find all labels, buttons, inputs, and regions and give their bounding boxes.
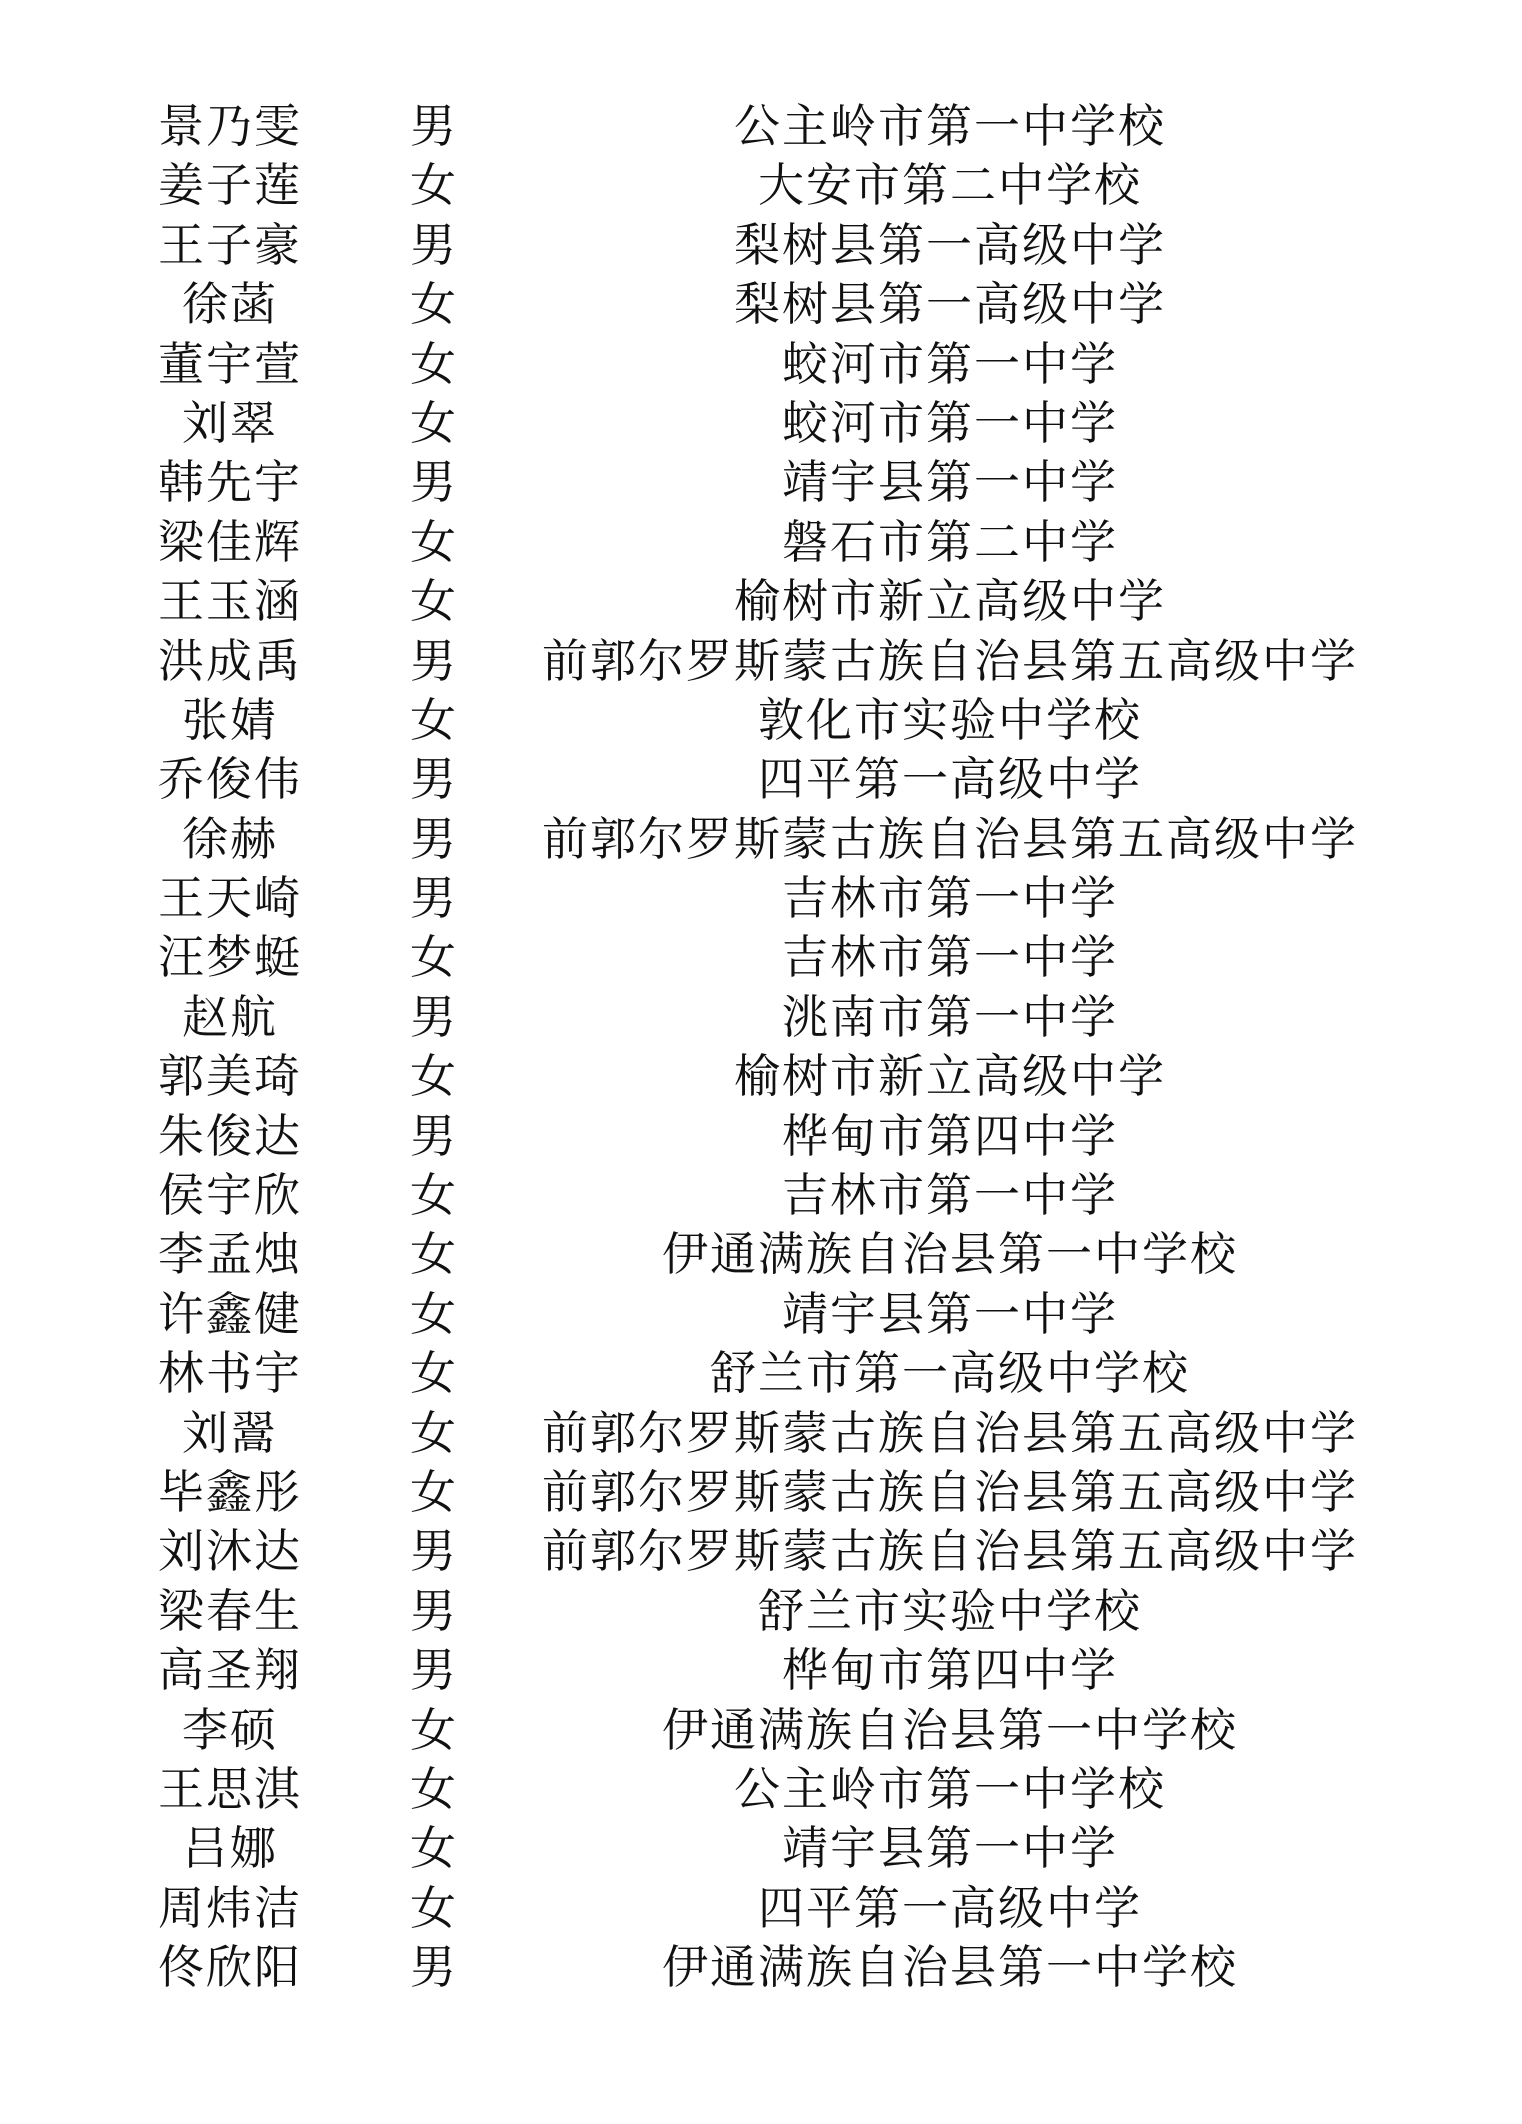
student-gender: 女 xyxy=(410,1405,458,1460)
student-list xyxy=(0,97,1522,1998)
list-item xyxy=(0,1285,1522,1344)
student-school: 桦甸市第四中学 xyxy=(782,1643,1118,1698)
list-item xyxy=(0,750,1522,809)
student-school: 前郭尔罗斯蒙古族自治县第五高级中学 xyxy=(542,811,1358,866)
student-name: 朱俊达 xyxy=(158,1108,302,1163)
student-gender: 女 xyxy=(410,930,458,985)
list-item xyxy=(0,928,1522,987)
student-school: 伊通满族自治县第一中学校 xyxy=(662,1940,1238,1995)
list-item xyxy=(0,1582,1522,1641)
student-school: 吉林市第一中学 xyxy=(782,930,1118,985)
list-item xyxy=(0,1522,1522,1581)
student-gender: 女 xyxy=(410,277,458,332)
student-name: 毕鑫彤 xyxy=(158,1464,302,1519)
student-gender: 男 xyxy=(410,1583,458,1638)
list-item xyxy=(0,810,1522,869)
student-school: 蛟河市第一中学 xyxy=(782,395,1118,450)
list-item xyxy=(0,632,1522,691)
student-name: 王天崎 xyxy=(158,871,302,926)
student-name: 李孟烛 xyxy=(158,1227,302,1282)
student-school: 舒兰市第一高级中学校 xyxy=(710,1346,1190,1401)
student-gender: 女 xyxy=(410,1286,458,1341)
list-item xyxy=(0,1760,1522,1819)
student-gender: 男 xyxy=(410,871,458,926)
student-name: 周炜洁 xyxy=(158,1880,302,1935)
list-item xyxy=(0,1879,1522,1938)
student-school: 靖宇县第一中学 xyxy=(782,1286,1118,1341)
student-name: 郭美琦 xyxy=(158,1049,302,1104)
student-gender: 男 xyxy=(410,1643,458,1698)
list-item xyxy=(0,869,1522,928)
student-name: 梁佳辉 xyxy=(158,514,302,569)
student-name: 侯宇欣 xyxy=(158,1168,302,1223)
list-item xyxy=(0,1047,1522,1106)
student-school: 桦甸市第四中学 xyxy=(782,1108,1118,1163)
student-gender: 女 xyxy=(410,574,458,629)
student-gender: 女 xyxy=(410,1346,458,1401)
student-name: 韩先宇 xyxy=(158,455,302,510)
list-item xyxy=(0,513,1522,572)
student-gender: 女 xyxy=(410,1464,458,1519)
student-school: 敦化市实验中学校 xyxy=(758,692,1142,747)
student-gender: 男 xyxy=(410,633,458,688)
student-gender: 女 xyxy=(410,1168,458,1223)
student-name: 吕娜 xyxy=(182,1821,278,1876)
student-school: 舒兰市实验中学校 xyxy=(758,1583,1142,1638)
list-item xyxy=(0,335,1522,394)
student-school: 前郭尔罗斯蒙古族自治县第五高级中学 xyxy=(542,1464,1358,1519)
list-item xyxy=(0,275,1522,334)
list-item xyxy=(0,1463,1522,1522)
student-gender: 女 xyxy=(410,1880,458,1935)
student-school: 前郭尔罗斯蒙古族自治县第五高级中学 xyxy=(542,1524,1358,1579)
student-gender: 男 xyxy=(410,811,458,866)
list-item xyxy=(0,988,1522,1047)
student-school: 伊通满族自治县第一中学校 xyxy=(662,1227,1238,1282)
student-school: 蛟河市第一中学 xyxy=(782,336,1118,391)
student-name: 王子豪 xyxy=(158,217,302,272)
student-school: 四平第一高级中学 xyxy=(758,752,1142,807)
student-school: 梨树县第一高级中学 xyxy=(734,217,1166,272)
list-item xyxy=(0,1819,1522,1878)
student-school: 洮南市第一中学 xyxy=(782,989,1118,1044)
list-item xyxy=(0,1107,1522,1166)
student-school: 靖宇县第一中学 xyxy=(782,1821,1118,1876)
student-school: 前郭尔罗斯蒙古族自治县第五高级中学 xyxy=(542,633,1358,688)
student-school: 前郭尔罗斯蒙古族自治县第五高级中学 xyxy=(542,1405,1358,1460)
student-gender: 女 xyxy=(410,395,458,450)
student-school: 公主岭市第一中学校 xyxy=(734,1761,1166,1816)
student-school: 吉林市第一中学 xyxy=(782,1168,1118,1223)
student-gender: 男 xyxy=(410,217,458,272)
list-item xyxy=(0,394,1522,453)
student-gender: 女 xyxy=(410,514,458,569)
list-item xyxy=(0,97,1522,156)
student-name: 林书宇 xyxy=(158,1346,302,1401)
student-gender: 女 xyxy=(410,692,458,747)
list-item xyxy=(0,1344,1522,1403)
list-item xyxy=(0,572,1522,631)
list-item xyxy=(0,453,1522,512)
student-gender: 女 xyxy=(410,1049,458,1104)
list-item xyxy=(0,1225,1522,1284)
student-name: 乔俊伟 xyxy=(158,752,302,807)
student-gender: 男 xyxy=(410,99,458,153)
list-item xyxy=(0,691,1522,750)
student-name: 王思淇 xyxy=(158,1761,302,1816)
student-name: 高圣翔 xyxy=(158,1643,302,1698)
student-name: 景乃雯 xyxy=(158,99,302,153)
student-school: 榆树市新立高级中学 xyxy=(734,1049,1166,1104)
student-name: 刘翯 xyxy=(182,1405,278,1460)
student-school: 梨树县第一高级中学 xyxy=(734,277,1166,332)
student-name: 姜子莲 xyxy=(158,158,302,213)
student-gender: 女 xyxy=(410,336,458,391)
student-name: 王玉涵 xyxy=(158,574,302,629)
student-name: 张婧 xyxy=(182,692,278,747)
student-school: 伊通满族自治县第一中学校 xyxy=(662,1702,1238,1757)
student-gender: 男 xyxy=(410,989,458,1044)
student-gender: 男 xyxy=(410,1940,458,1995)
student-name: 赵航 xyxy=(182,989,278,1044)
list-item xyxy=(0,1404,1522,1463)
student-name: 董宇萱 xyxy=(158,336,302,391)
student-school: 靖宇县第一中学 xyxy=(782,455,1118,510)
list-item xyxy=(0,1166,1522,1225)
student-name: 李硕 xyxy=(182,1702,278,1757)
student-name: 梁春生 xyxy=(158,1583,302,1638)
student-name: 刘沐达 xyxy=(158,1524,302,1579)
list-item xyxy=(0,216,1522,275)
list-item xyxy=(0,1641,1522,1700)
student-gender: 女 xyxy=(410,1227,458,1282)
list-item xyxy=(0,1938,1522,1997)
student-name: 刘翠 xyxy=(182,395,278,450)
student-gender: 男 xyxy=(410,1108,458,1163)
student-school: 四平第一高级中学 xyxy=(758,1880,1142,1935)
student-school: 大安市第二中学校 xyxy=(758,158,1142,213)
student-school: 吉林市第一中学 xyxy=(782,871,1118,926)
student-gender: 男 xyxy=(410,752,458,807)
student-gender: 女 xyxy=(410,1702,458,1757)
student-gender: 女 xyxy=(410,158,458,213)
student-name: 汪梦蜓 xyxy=(158,930,302,985)
student-school: 公主岭市第一中学校 xyxy=(734,99,1166,153)
student-school: 磐石市第二中学 xyxy=(782,514,1118,569)
student-gender: 女 xyxy=(410,1821,458,1876)
student-name: 徐菡 xyxy=(182,277,278,332)
student-gender: 女 xyxy=(410,1761,458,1816)
student-name: 佟欣阳 xyxy=(158,1940,302,1995)
student-gender: 男 xyxy=(410,455,458,510)
list-item xyxy=(0,156,1522,215)
student-name: 徐赫 xyxy=(182,811,278,866)
list-item xyxy=(0,1701,1522,1760)
student-name: 洪成禹 xyxy=(158,633,302,688)
student-gender: 男 xyxy=(410,1524,458,1579)
student-name: 许鑫健 xyxy=(158,1286,302,1341)
student-school: 榆树市新立高级中学 xyxy=(734,574,1166,629)
